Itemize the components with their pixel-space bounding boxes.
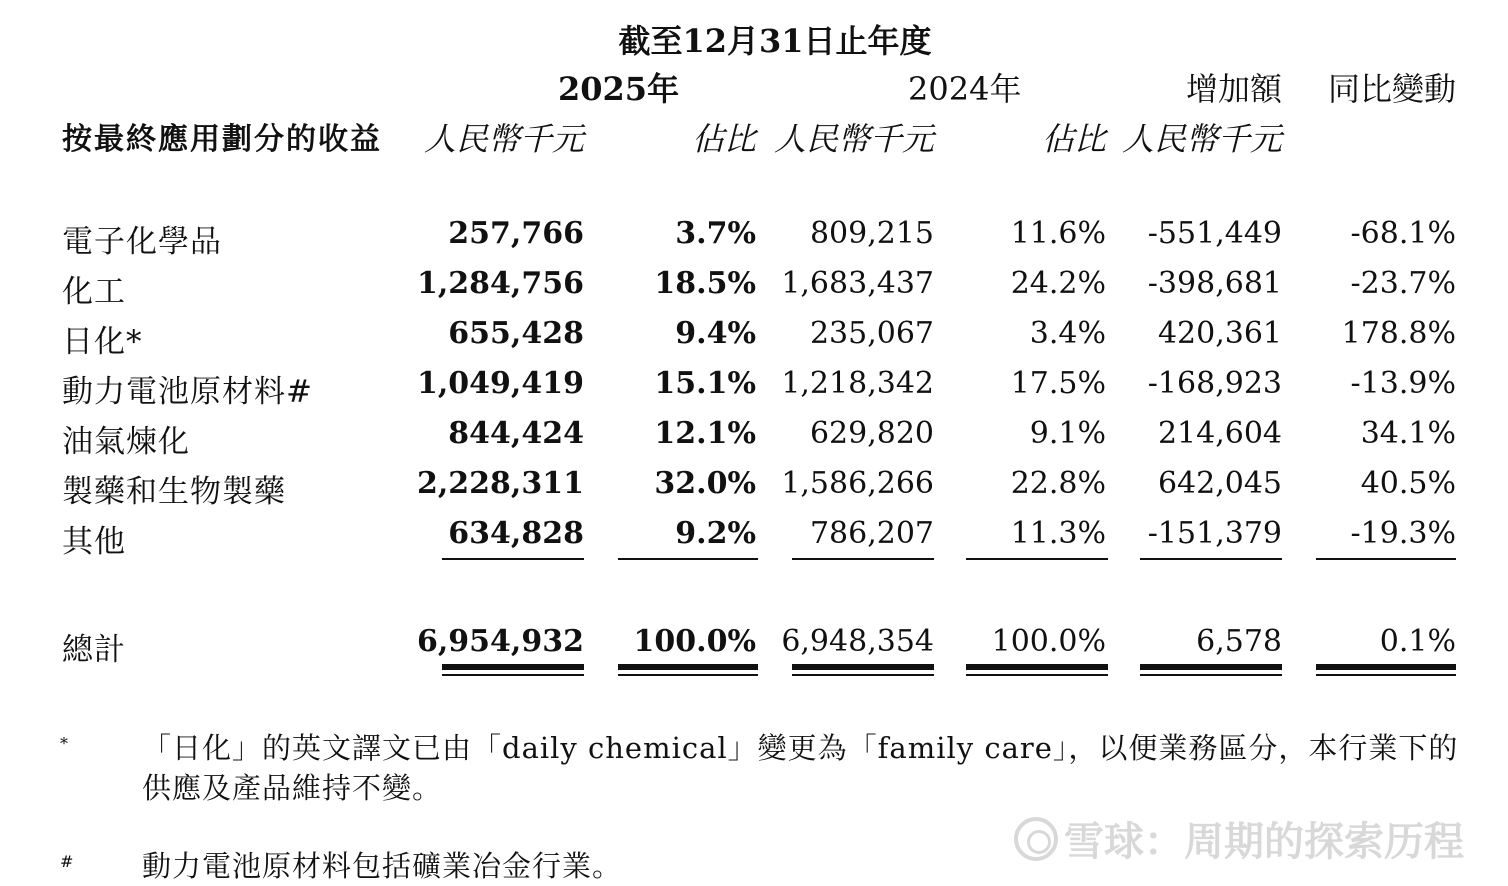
- cell-2024-share: 9.1%: [1029, 416, 1106, 451]
- cell-2024-value: 809,215: [809, 216, 934, 251]
- cell-2025-value: 655,428: [448, 316, 584, 351]
- total-increase: 6,578: [1196, 624, 1282, 659]
- subtotal-rule: [1316, 558, 1456, 560]
- cell-2025-share: 12.1%: [654, 416, 756, 451]
- yoy-heading: 同比變動: [1327, 70, 1456, 108]
- footnote-text: 「日化」的英文譯文已由「daily chemical」變更為「family care」，以便業務區分，本行業下的供應及產品維持不變。: [142, 731, 1459, 805]
- total-double-rule: [442, 674, 584, 676]
- rmb-increase-heading: 人民幣千元: [1121, 120, 1282, 158]
- cell-increase: 642,045: [1157, 466, 1282, 501]
- share-2025-heading: 佔比: [691, 120, 756, 158]
- cell-yoy: -19.3%: [1350, 516, 1456, 551]
- cell-2025-value: 2,228,311: [416, 466, 584, 501]
- row-label: 油氣煉化: [62, 424, 190, 460]
- cell-2025-value: 257,766: [448, 216, 584, 251]
- cell-2024-share: 11.3%: [1010, 516, 1106, 551]
- subtotal-rule: [966, 558, 1108, 560]
- row-label: 動力電池原材料#: [62, 374, 313, 410]
- total-2024-share: 100.0%: [991, 624, 1106, 659]
- total-double-rule: [966, 664, 1108, 670]
- cell-increase: 214,604: [1157, 416, 1282, 451]
- cell-2025-value: 844,424: [448, 416, 584, 451]
- cell-2024-value: 235,067: [809, 316, 934, 351]
- total-double-rule: [1316, 664, 1456, 670]
- subtotal-rule: [442, 558, 584, 560]
- cell-2024-value: 1,218,342: [781, 366, 934, 401]
- total-double-rule: [1140, 664, 1282, 670]
- cell-2024-value: 1,683,437: [781, 266, 934, 301]
- watermark: [1014, 810, 1464, 867]
- cell-increase: -398,681: [1147, 266, 1282, 301]
- subtotal-rule: [1140, 558, 1282, 560]
- cell-yoy: 34.1%: [1360, 416, 1456, 451]
- row-label: 日化*: [62, 324, 143, 360]
- cell-2024-value: 786,207: [809, 516, 934, 551]
- total-double-rule: [1316, 674, 1456, 676]
- cell-2024-share: 24.2%: [1010, 266, 1106, 301]
- cell-2025-share: 32.0%: [654, 466, 756, 501]
- total-label: 總計: [62, 632, 126, 668]
- year-2024-heading: 2024年: [908, 70, 1022, 108]
- row-label: 化工: [62, 274, 126, 310]
- total-2025-share: 100.0%: [633, 624, 756, 659]
- total-double-rule: [966, 674, 1108, 676]
- cell-yoy: -23.7%: [1350, 266, 1456, 301]
- section-label: 按最終應用劃分的收益: [62, 122, 382, 157]
- period-heading: 截至12月31日止年度: [618, 22, 932, 60]
- total-2024-value: 6,948,354: [781, 624, 934, 659]
- watermark-text: 雪球：周期的探索历程: [1064, 819, 1464, 865]
- cell-2024-share: 11.6%: [1010, 216, 1106, 251]
- cell-2025-share: 18.5%: [654, 266, 756, 301]
- cell-2025-value: 1,284,756: [416, 266, 584, 301]
- cell-yoy: 40.5%: [1360, 466, 1456, 501]
- footnote-mark: *: [60, 734, 68, 753]
- cell-2025-share: 9.4%: [675, 316, 756, 351]
- cell-increase: -168,923: [1147, 366, 1282, 401]
- cell-2025-value: 1,049,419: [416, 366, 584, 401]
- year-2025-heading: 2025年: [558, 70, 680, 108]
- cell-2024-share: 22.8%: [1010, 466, 1106, 501]
- rmb-2024-heading: 人民幣千元: [773, 120, 934, 158]
- total-double-rule: [442, 664, 584, 670]
- cell-2024-share: 3.4%: [1029, 316, 1106, 351]
- cell-increase: -551,449: [1147, 216, 1282, 251]
- increase-heading: 增加額: [1185, 70, 1282, 108]
- cell-2024-value: 629,820: [809, 416, 934, 451]
- total-2025-value: 6,954,932: [416, 624, 584, 659]
- rmb-2025-heading: 人民幣千元: [423, 120, 584, 158]
- total-double-rule: [618, 674, 758, 676]
- cell-yoy: -13.9%: [1350, 366, 1456, 401]
- share-2024-heading: 佔比: [1041, 120, 1106, 158]
- cell-2025-share: 9.2%: [675, 516, 756, 551]
- cell-2024-share: 17.5%: [1010, 366, 1106, 401]
- watermark-logo-icon: [1014, 817, 1058, 861]
- row-label: 電子化學品: [62, 224, 222, 260]
- cell-2025-share: 15.1%: [654, 366, 756, 401]
- cell-2025-value: 634,828: [448, 516, 584, 551]
- cell-increase: -151,379: [1147, 516, 1282, 551]
- subtotal-rule: [792, 558, 934, 560]
- cell-2025-share: 3.7%: [675, 216, 756, 251]
- cell-2024-value: 1,586,266: [781, 466, 934, 501]
- subtotal-rule: [618, 558, 758, 560]
- total-double-rule: [1140, 674, 1282, 676]
- total-double-rule: [618, 664, 758, 670]
- footnote-mark: #: [60, 852, 74, 871]
- total-double-rule: [792, 674, 934, 676]
- cell-increase: 420,361: [1157, 316, 1282, 351]
- cell-yoy: 178.8%: [1341, 316, 1456, 351]
- row-label: 製藥和生物製藥: [62, 474, 286, 510]
- total-double-rule: [792, 664, 934, 670]
- total-yoy: 0.1%: [1379, 624, 1456, 659]
- footnote-text: 動力電池原材料包括礦業冶金行業。: [142, 849, 623, 883]
- row-label: 其他: [62, 524, 126, 560]
- cell-yoy: -68.1%: [1350, 216, 1456, 251]
